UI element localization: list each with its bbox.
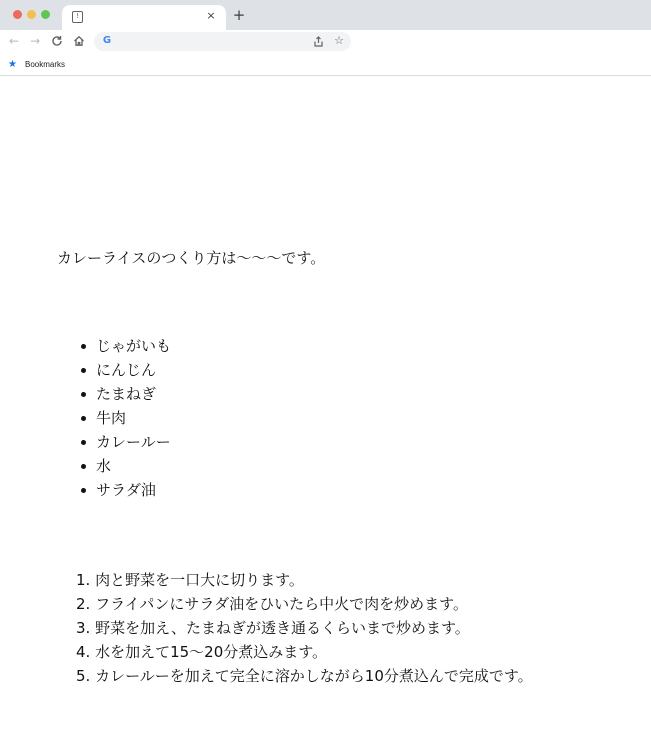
bullet: [81, 344, 86, 349]
bookmarks-star-icon: ★: [8, 59, 17, 70]
page-content: [0, 76, 651, 751]
ingredient-item: [79, 430, 171, 454]
bullet: [81, 368, 86, 373]
step-list: [76, 568, 533, 688]
bullet: [81, 488, 86, 493]
ingredient-item: [79, 454, 171, 478]
ingredient-list: [79, 334, 171, 502]
tab-strip: [0, 0, 651, 30]
intro-text: カレーライスのつくり方は〜〜〜です。: [57, 249, 326, 267]
forward-arrow-icon[interactable]: →: [29, 34, 41, 48]
maximize-window-button[interactable]: [41, 10, 50, 19]
ingredient-item: [79, 358, 171, 382]
reload-icon[interactable]: [49, 33, 65, 49]
ingredient-item: [79, 334, 171, 358]
ingredient-item: [79, 406, 171, 430]
step-item: 2. フライパンにサラダ油をひいたら中火で肉を炒めます。: [76, 595, 468, 613]
bookmarks-bar: [0, 53, 651, 76]
step-item: 4. 水を加えて15〜20分煮込みます。: [76, 643, 328, 661]
address-bar[interactable]: [94, 32, 351, 51]
home-icon[interactable]: [71, 33, 87, 49]
page-favicon-icon: !: [72, 11, 83, 23]
bookmark-star-icon[interactable]: ☆: [334, 34, 344, 47]
bullet: [81, 392, 86, 397]
bullet: [81, 464, 86, 469]
new-tab-button[interactable]: +: [232, 6, 246, 24]
address-input[interactable]: [118, 34, 298, 49]
ingredient-label: じゃがいも: [96, 337, 172, 355]
ingredient-item: [79, 382, 171, 406]
ingredient-label: 水: [96, 457, 112, 475]
ingredient-label: 牛肉: [96, 409, 127, 427]
bookmarks-label: Bookmarks: [25, 60, 66, 69]
bullet: [81, 416, 86, 421]
ingredient-label: にんじん: [96, 361, 157, 379]
share-icon[interactable]: [311, 34, 325, 48]
ingredient-item: [79, 478, 171, 502]
close-window-button[interactable]: [13, 10, 22, 19]
ingredient-label: サラダ油: [96, 481, 156, 499]
ingredient-label: たまねぎ: [96, 385, 157, 403]
tab-close-icon[interactable]: ×: [206, 9, 216, 22]
step-item: 5. カレールーを加えて完全に溶かしながら10分煮込んで完成です。: [76, 667, 533, 685]
step-item: 1. 肉と野菜を一口大に切ります。: [76, 571, 304, 589]
minimize-window-button[interactable]: [27, 10, 36, 19]
google-icon: G: [102, 35, 112, 46]
active-tab[interactable]: [62, 5, 226, 30]
browser-toolbar: [0, 30, 651, 53]
bullet: [81, 440, 86, 445]
ingredient-label: カレールー: [96, 433, 171, 451]
step-item: 3. 野菜を加え、たまねぎが透き通るくらいまで炒めます。: [76, 619, 470, 637]
back-arrow-icon[interactable]: ←: [8, 34, 20, 48]
